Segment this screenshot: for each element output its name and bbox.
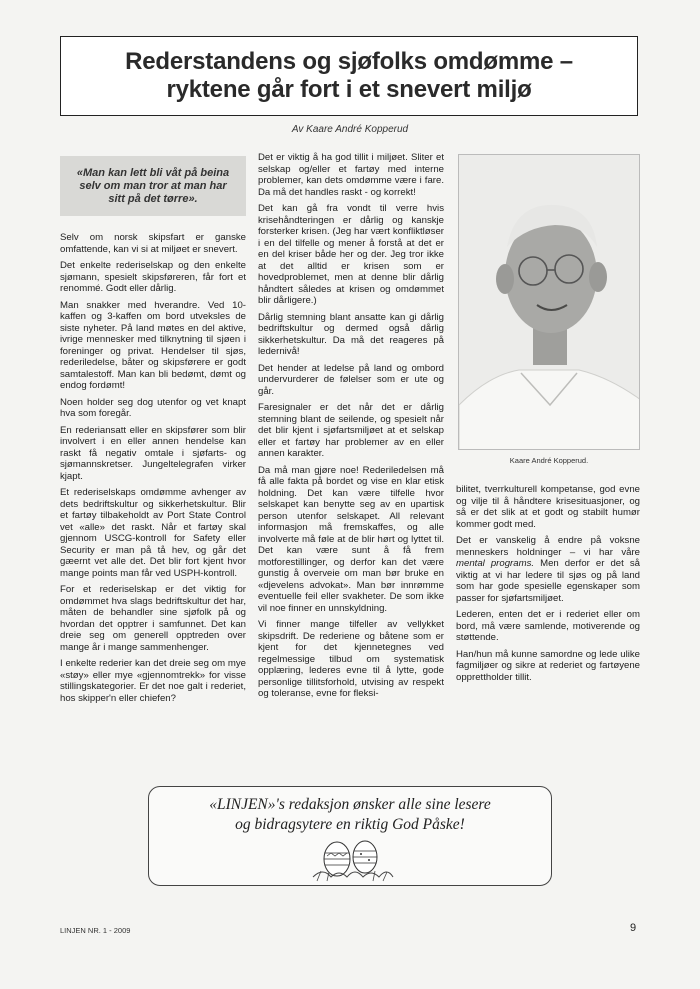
photo-caption: Kaare André Kopperud. xyxy=(509,456,589,465)
text-run: Det er vanskelig å endre på voksne menneskers holdninger – vi har våre xyxy=(456,535,640,558)
paragraph: I enkelte rederier kan det dreie seg om mye «støy» eller mye «gjennomtrekk» for visse stillingskategorier. Er det noe galt i rederiet, hos skipper'n eller chiefen? xyxy=(60,658,246,704)
paragraph: Dårlig stemning blant ansatte kan gi dårlig bedriftskultur og dermed også dårlig sikkerhetskultur. Da må det reageres på ledernivå! xyxy=(258,311,444,357)
paragraph: En rederiansatt eller en skipsfører som blir involvert i en eller annen hendelse kan raskt få negativ omtale i sjøfarts- og sjømannskretser. Jungeltelegrafen virker kjapt. xyxy=(60,424,246,482)
title-line-1: Rederstandens og sjøfolks omdømme – xyxy=(125,48,573,76)
byline: Av Kaare André Kopperud xyxy=(291,124,409,135)
column-1 xyxy=(60,232,246,709)
greeting-line-2: og bidragsytere en riktig God Påske! xyxy=(235,816,465,833)
title-box xyxy=(60,36,638,116)
paragraph: bilitet, tverrkulturell kompetanse, god evne og vilje til å håndtere krisesituasjoner, og så er det slik at et godt og stabilt humør kommer godt med. xyxy=(456,484,640,530)
greeting-line-1: «LINJEN»'s redaksjon ønsker alle sine lesere xyxy=(209,796,491,813)
paragraph: Det er viktig å ha god tillit i miljøet. Sliter et selskap og/eller et fartøy med interne problemer, kan dets omdømme være i fare. Da må det handles raskt - og korrekt! xyxy=(258,152,444,198)
paragraph: Man snakker med hverandre. Ved 10-kaffen og 3-kaffen om bord utveksles de siste nyheter. På land møtes en del aktive, ivrige mennesker med tilknytning til sjøen i foreninger og privat. Hendelser til sjøs, rederiledelse, båter og skipsførere er godt samtalestoff. Man kan bli bedømt, dømt og endog fordømt! xyxy=(60,299,246,391)
title-line-2: ryktene går fort i et snevert miljø xyxy=(166,76,532,103)
paragraph: Det kan gå fra vondt til verre hvis krisehåndteringen er dårlig og kanskje forsterker krisen. (Jeg har vært konfliktløser i en del tilfelle og mener å forstå at det er en del kriser både her og der. Jeg tror ikke at det alltid er krisen som er hovedproblemet, men at denne blir dårlig håndtert således at krisen og omdømmet blir dårligere.) xyxy=(258,203,444,306)
paragraph: For et rederiselskap er det viktig for omdømmet hva slags bedriftskultur det har, måten de behandler sine sjøfolk på og hvordan det opptrer i samfunnet. Det kan dreie seg om generell opptreden over mange år i mange sammenhenger. xyxy=(60,584,246,653)
author-photo xyxy=(458,154,640,450)
paragraph: Faresignaler er det når det er dårlig stemning blant de seilende, og spesielt når det blir kjent i sjøfartsmiljøet at et selskap eller et fartøy har problemer av en eller annen karakter. xyxy=(258,402,444,459)
emphasis-text: mental programs. xyxy=(456,558,535,569)
pull-quote: «Man kan lett bli våt på beina selv om man tror at man har sitt på det tørre». xyxy=(76,166,230,205)
paragraph: Et rederiselskaps omdømme avhenger av dets bedriftskultur og sikkerhetskultur. Blir et fartøy tilbakeholdt av Port State Control vet «alle» det raskt. Når et fartøy skal gjennom USCG-kontroll for Safety eller Security er man på tå hev, og går det gæernt vet alle det. Det blir fort kjent hvor mange points man får ved USPH-kontroll. xyxy=(60,487,246,579)
issue-footer: LINJEN NR. 1 - 2009 xyxy=(60,926,131,935)
column-3 xyxy=(456,484,640,688)
paragraph: Noen holder seg dog utenfor og vet knapt hva som foregår. xyxy=(60,396,246,419)
paragraph: Han/hun må kunne samordne og lede ulike fagmiljøer og sikre at rederiet og fartøyene opprettholder tillit. xyxy=(456,648,640,683)
page-number: 9 xyxy=(630,922,637,934)
pull-quote-box xyxy=(60,156,246,216)
paragraph: Vi finner mange tilfeller av vellykket skipsdrift. De rederiene og båtene som er kjent for det kjennetegnes ved regelmessige tilbud om systematisk opplæring, lederes evne til å lytte, gode personlige tillitsforhold, utvising av respekt og toleranse, evne for fleksi- xyxy=(258,619,444,699)
paragraph: Det enkelte rederiselskap og den enkelte sjømann, spesielt skipsføreren, får fort et renommé. Godt eller dårlig. xyxy=(60,260,246,294)
paragraph: Lederen, enten det er i rederiet eller om bord, må være samlende, motiverende og støttende. xyxy=(456,609,640,643)
paragraph xyxy=(456,535,640,604)
paragraph: Da må man gjøre noe! Rederiledelsen må få alle fakta på bordet og vise en klar etisk holdning. Det kan være tilfelle hvor selskapet kan benytte seg av en upartisk person utenfor selskapet. All relevant informasjon må fremskaffes, og alle involverte må føle at de blir hørt og lyttet til. Det kan være sunt å få frem motforestillinger, og derfor kan det være gunstig å overveie om man bør bruke en «djevelens advokat». Man bør innrømme eventuelle feil eller svakheter. De som ikke vil noe finner en unnskyldning. xyxy=(258,464,444,614)
paragraph: Det hender at ledelse på land og ombord undervurderer de følelser som er ute og går. xyxy=(258,362,444,397)
article-title xyxy=(125,48,573,103)
text-run: Men derfor er det så viktig at vi har ledere til sjøs og på land som har gode spesielle egenskaper som passer for sjøfartsmiljøet. xyxy=(456,558,640,604)
paragraph: Selv om norsk skipsfart er ganske omfattende, kan vi si at miljøet er snevert. xyxy=(60,232,246,255)
easter-eggs-icon xyxy=(309,837,395,883)
portrait-illustration xyxy=(459,155,640,450)
easter-greeting-box xyxy=(148,786,552,886)
column-2 xyxy=(258,152,444,705)
